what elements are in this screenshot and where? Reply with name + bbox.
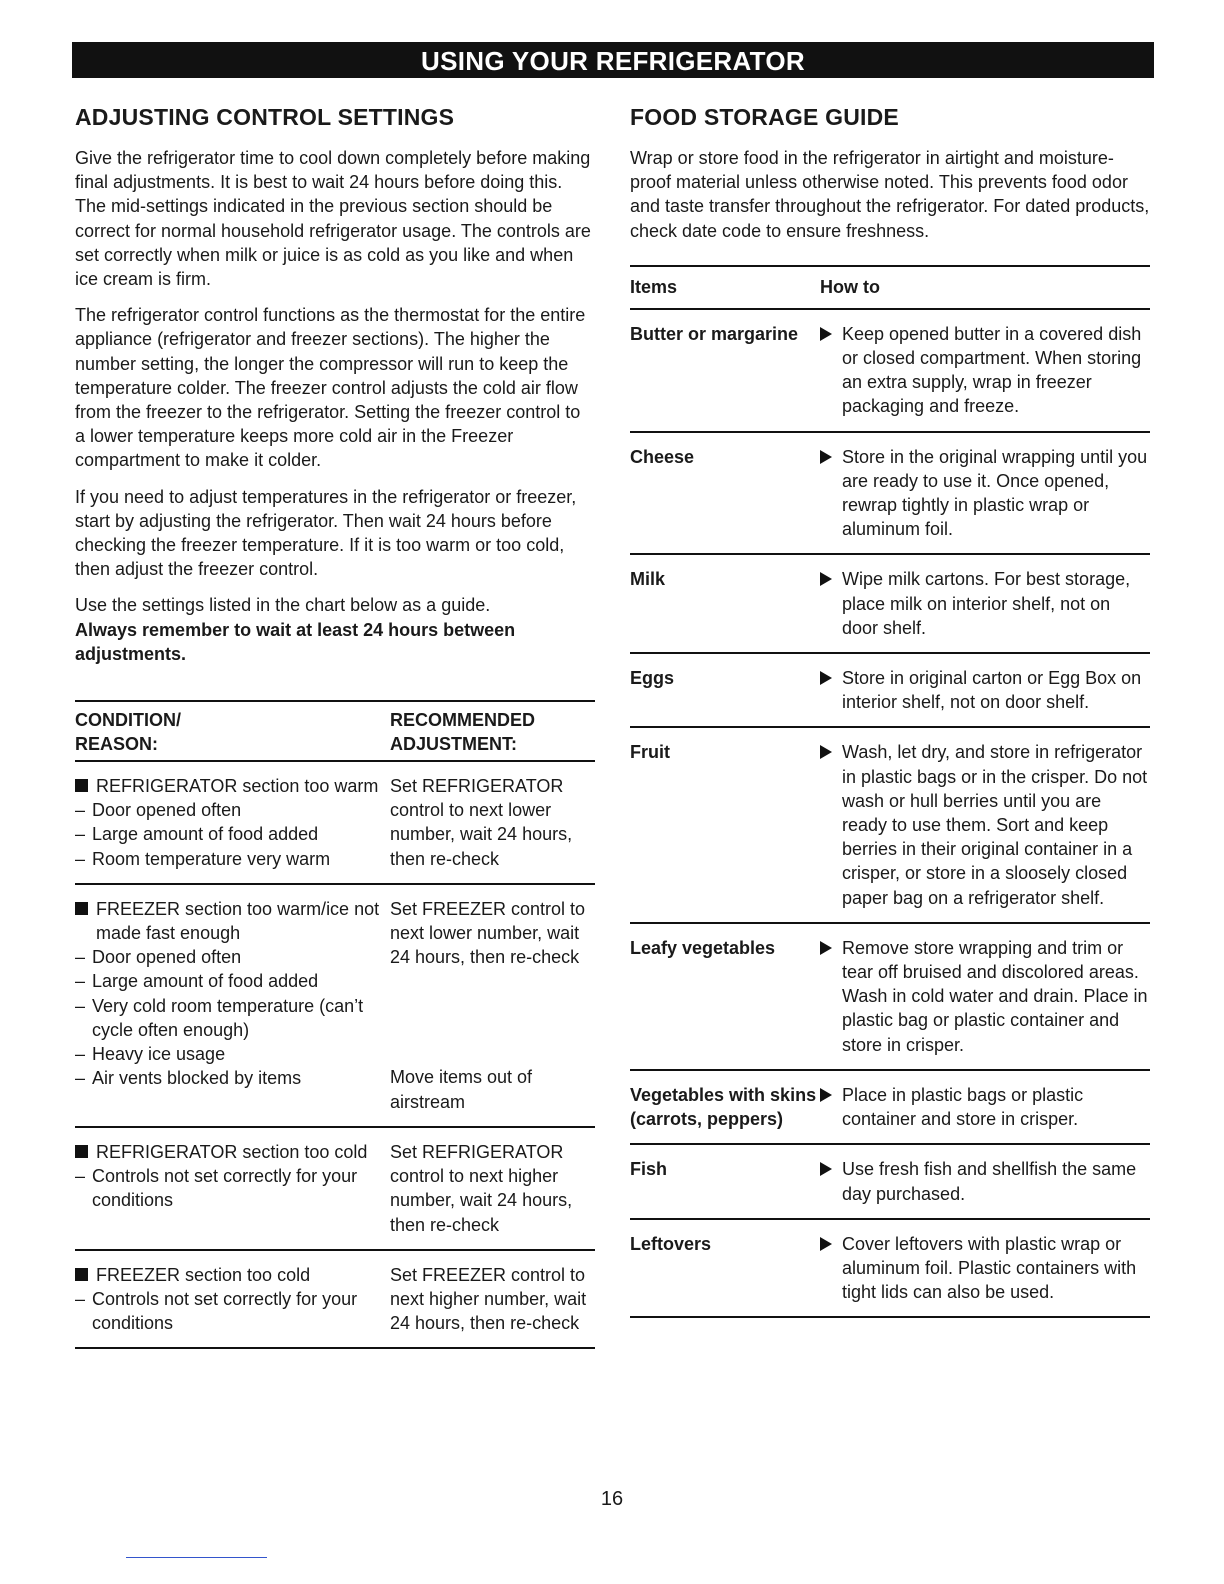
adjusting-heading: ADJUSTING CONTROL SETTINGS	[75, 104, 455, 130]
adjustment-cell	[390, 897, 595, 1114]
bullet-square-icon	[75, 1268, 88, 1281]
bullet-square-icon	[75, 902, 88, 915]
adjusting-warning: Always remember to wait at least 24 hours between adjustments.	[75, 619, 516, 664]
storage-item: Eggs	[630, 668, 675, 689]
howto-header: How to	[820, 276, 880, 297]
storage-item: Fish	[630, 1159, 668, 1180]
page-number: 16	[600, 1488, 624, 1510]
condition-table	[75, 700, 595, 1349]
storage-item: Vegetables with skins (carrots, peppers)	[630, 1084, 817, 1130]
condition-reason: – Very cold room temperature (can’t cycle often enough)	[75, 995, 364, 1040]
condition-cell	[75, 774, 390, 871]
condition-reason: – Large amount of food added	[75, 824, 319, 845]
table-row	[630, 555, 1150, 654]
bullet-triangle-icon	[820, 671, 832, 685]
storage-intro: Wrap or store food in the refrigerator in airtight and moisture-proof material unless otherwise noted. This prevents food odor and taste transfer throughout the refrigerator. For dated products, check date code to ensure freshness.	[630, 148, 1150, 241]
storage-heading: FOOD STORAGE GUIDE	[630, 104, 899, 130]
storage-item: Milk	[630, 569, 666, 590]
condition-main: FREEZER section too cold	[75, 1263, 390, 1287]
condition-reason: – Heavy ice usage	[75, 1044, 226, 1065]
condition-reason: – Controls not set correctly for your conditions	[75, 1166, 358, 1211]
storage-instruction: Keep opened butter in a covered dish or closed compartment. When storing an extra supply, wrap in freezer packaging and freeze.	[820, 322, 1150, 419]
condition-reason: – Air vents blocked by items	[75, 1068, 302, 1089]
bullet-square-icon	[75, 779, 88, 792]
table-row	[630, 433, 1150, 556]
condition-main: REFRIGERATOR section too cold	[75, 1140, 390, 1164]
condition-cell	[75, 1140, 390, 1237]
condition-table-header	[75, 702, 595, 762]
bullet-triangle-icon	[820, 327, 832, 341]
storage-instruction: Use fresh fish and shellfish the same day purchased.	[820, 1157, 1150, 1205]
bullet-triangle-icon	[820, 745, 832, 759]
bullet-triangle-icon	[820, 1162, 832, 1176]
condition-reason: – Room temperature very warm	[75, 848, 331, 869]
adjustment-text: Set FREEZER control to next higher number, wait 24 hours, then re-check	[390, 1264, 587, 1334]
table-row	[630, 728, 1150, 923]
bullet-triangle-icon	[820, 572, 832, 586]
storage-table	[630, 265, 1150, 1319]
adjustment-cell	[390, 774, 595, 871]
table-row	[630, 1220, 1150, 1319]
adjustment-text-secondary: Move items out of airstream	[390, 1067, 533, 1112]
adjustment-cell	[390, 1263, 595, 1336]
adjusting-para-3: If you need to adjust temperatures in the refrigerator or freezer, start by adjusting the refrigerator. Then wait 24 hours before checking the freezer temperature. If it is too warm or too cold, then adjust the freezer control.	[75, 486, 577, 580]
section-banner: USING YOUR REFRIGERATOR	[72, 42, 1154, 78]
table-row	[75, 885, 595, 1128]
items-header: Items	[630, 276, 678, 297]
condition-header: CONDITION/ REASON:	[75, 710, 181, 755]
condition-main: REFRIGERATOR section too warm	[75, 774, 390, 798]
bullet-triangle-icon	[820, 941, 832, 955]
storage-instruction: Place in plastic bags or plastic container and store in crisper.	[820, 1083, 1150, 1131]
storage-instruction: Wash, let dry, and store in refrigerator in plastic bags or in the crisper. Do not wash or hull berries until you are ready to use them. Sort and keep berries in their original container in a crisper, or store in a sloosely closed paper bag on a refrigerator shelf.	[820, 740, 1150, 909]
storage-item: Cheese	[630, 446, 695, 467]
table-row	[630, 1071, 1150, 1145]
food-storage-column	[630, 102, 1150, 1318]
table-row	[630, 310, 1150, 433]
table-row	[75, 1128, 595, 1251]
adjusting-controls-column	[75, 102, 595, 1349]
storage-instruction: Store in the original wrapping until you are ready to use it. Once opened, rewrap tightly in plastic wrap or aluminum foil.	[820, 445, 1150, 542]
storage-instruction: Cover leftovers with plastic wrap or aluminum foil. Plastic containers with tight lids can also be used.	[820, 1232, 1150, 1305]
condition-main: FREEZER section too warm/ice not made fast enough	[75, 897, 390, 945]
adjustment-cell	[390, 1140, 595, 1237]
storage-item: Leafy vegetables	[630, 937, 776, 958]
bullet-triangle-icon	[820, 1237, 832, 1251]
bullet-square-icon	[75, 1145, 88, 1158]
bullet-triangle-icon	[820, 1088, 832, 1102]
table-row	[75, 1251, 595, 1350]
adjustment-text: Set REFRIGERATOR control to next higher number, wait 24 hours, then re-check	[390, 1141, 573, 1235]
table-row	[75, 762, 595, 885]
condition-cell	[75, 897, 390, 1114]
adjustment-text: Set REFRIGERATOR control to next lower number, wait 24 hours, then re-check	[390, 776, 573, 869]
storage-instruction: Wipe milk cartons. For best storage, place milk on interior shelf, not on door shelf.	[820, 567, 1150, 640]
condition-reason: – Controls not set correctly for your conditions	[75, 1288, 358, 1334]
bullet-triangle-icon	[820, 450, 832, 464]
storage-table-header	[630, 267, 1150, 310]
adjustment-text: Set FREEZER control to next lower number, wait 24 hours, then re-check	[390, 898, 586, 968]
adjusting-para-4: Use the settings listed in the chart below as a guide.	[75, 595, 491, 616]
adjusting-para-1: Give the refrigerator time to cool down completely before making final adjustments. It is best to wait 24 hours before doing this. The mid-settings indicated in the previous section should be correct for normal household refrigerator usage. The controls are set correctly when milk or juice is as cold as you like and when ice cream is firm.	[75, 148, 591, 290]
condition-cell	[75, 1263, 390, 1336]
table-row	[630, 1145, 1150, 1219]
table-row	[630, 654, 1150, 728]
condition-reason: – Large amount of food added	[75, 971, 319, 992]
footer-rule	[126, 1557, 267, 1558]
storage-item: Fruit	[630, 742, 670, 763]
storage-instruction: Remove store wrapping and trim or tear off bruised and discolored areas. Wash in cold water and drain. Place in plastic bag or plastic container and store in crisper.	[820, 936, 1150, 1057]
condition-reason: – Door opened often	[75, 947, 242, 968]
storage-instruction: Store in original carton or Egg Box on interior shelf, not on door shelf.	[820, 666, 1150, 714]
adjusting-para-2: The refrigerator control functions as the thermostat for the entire appliance (refrigerator and freezer sections). The higher the number setting, the longer the compressor will run to keep the temperature colder. The freezer control adjusts the cold air flow from the freezer to the refrigerator. Setting the freezer control to a lower temperature keeps more cold air in the Freezer compartment to make it colder.	[75, 305, 586, 471]
table-row	[630, 924, 1150, 1071]
adjustment-header: RECOMMENDED ADJUSTMENT:	[390, 710, 536, 755]
storage-item: Leftovers	[630, 1233, 712, 1254]
storage-item: Butter or margarine	[630, 323, 799, 344]
condition-reason: – Door opened often	[75, 800, 242, 821]
